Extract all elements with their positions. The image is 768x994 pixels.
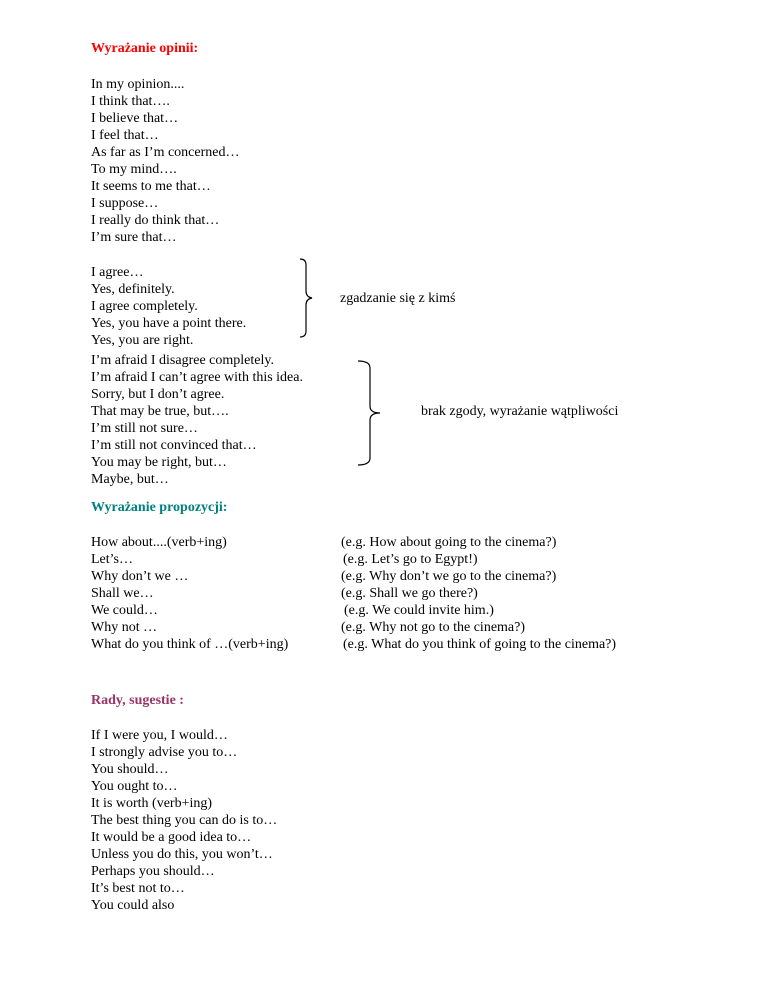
- advice-phrase: You should…: [91, 762, 169, 777]
- advice-phrase: Unless you do this, you won’t…: [91, 847, 273, 862]
- agree-phrase: I agree…: [91, 265, 144, 280]
- disagree-phrase: I’m afraid I disagree completely.: [91, 353, 274, 368]
- suggestion-example: (e.g. What do you think of going to the cinema?): [343, 637, 617, 652]
- suggestion-phrase: We could…: [91, 603, 158, 618]
- opinion-phrase: To my mind….: [91, 162, 177, 177]
- suggestion-example: (e.g. How about going to the cinema?): [341, 535, 557, 550]
- advice-phrase: It’s best not to…: [91, 881, 185, 896]
- suggestion-phrase: Let’s…: [91, 552, 133, 567]
- opinion-phrase: It seems to me that…: [91, 179, 211, 194]
- advice-phrase: The best thing you can do is to…: [91, 813, 278, 828]
- agree-note: zgadzanie się z kimś: [340, 291, 456, 306]
- disagree-phrase: I’m still not sure…: [91, 421, 198, 436]
- advice-phrase: I strongly advise you to…: [91, 745, 238, 760]
- opinion-phrase: I’m sure that…: [91, 230, 177, 245]
- disagree-phrase: Sorry, but I don’t agree.: [91, 387, 225, 402]
- agree-phrase: Yes, you are right.: [91, 333, 194, 348]
- opinion-phrase: As far as I’m concerned…: [91, 145, 240, 160]
- suggestion-phrase: Why don’t we …: [91, 569, 189, 584]
- opinion-phrase: I feel that…: [91, 128, 159, 143]
- opinion-phrase: I believe that…: [91, 111, 179, 126]
- opinion-phrase: I think that….: [91, 94, 170, 109]
- advice-phrase: It is worth (verb+ing): [91, 796, 213, 811]
- suggestion-example: (e.g. Why not go to the cinema?): [341, 620, 526, 635]
- disagree-brace: [356, 360, 386, 466]
- advice-phrase: It would be a good idea to…: [91, 830, 252, 845]
- agree-phrase: I agree completely.: [91, 299, 198, 314]
- disagree-phrase: I’m still not convinced that…: [91, 438, 257, 453]
- opinion-phrase: In my opinion....: [91, 77, 185, 92]
- opinion-phrase: I really do think that…: [91, 213, 220, 228]
- suggestion-phrase: What do you think of …(verb+ing): [91, 637, 289, 652]
- suggestion-example: (e.g. Let’s go to Egypt!): [343, 552, 478, 567]
- suggestion-example: (e.g. Shall we go there?): [341, 586, 478, 601]
- disagree-phrase: Maybe, but…: [91, 472, 169, 487]
- advice-phrase: Perhaps you should…: [91, 864, 215, 879]
- suggestions-heading: Wyrażanie propozycji:: [91, 500, 228, 515]
- agree-phrase: Yes, you have a point there.: [91, 316, 247, 331]
- agree-phrase: Yes, definitely.: [91, 282, 175, 297]
- disagree-phrase: I’m afraid I can’t agree with this idea.: [91, 370, 303, 385]
- suggestion-phrase: Why not …: [91, 620, 158, 635]
- suggestion-phrase: How about....(verb+ing): [91, 535, 227, 550]
- disagree-phrase: That may be true, but….: [91, 404, 229, 419]
- disagree-phrase: You may be right, but…: [91, 455, 227, 470]
- advice-phrase: You ought to…: [91, 779, 178, 794]
- opinion-phrase: I suppose…: [91, 196, 159, 211]
- advice-phrase: If I were you, I would…: [91, 728, 228, 743]
- suggestion-phrase: Shall we…: [91, 586, 154, 601]
- opinion-heading: Wyrażanie opinii:: [91, 41, 199, 56]
- suggestion-example: (e.g. Why don’t we go to the cinema?): [341, 569, 557, 584]
- advice-heading: Rady, sugestie :: [91, 693, 184, 708]
- agree-brace: [298, 258, 318, 338]
- disagree-note: brak zgody, wyrażanie wątpliwości: [421, 404, 619, 419]
- advice-phrase: You could also: [91, 898, 175, 913]
- suggestion-example: (e.g. We could invite him.): [344, 603, 494, 618]
